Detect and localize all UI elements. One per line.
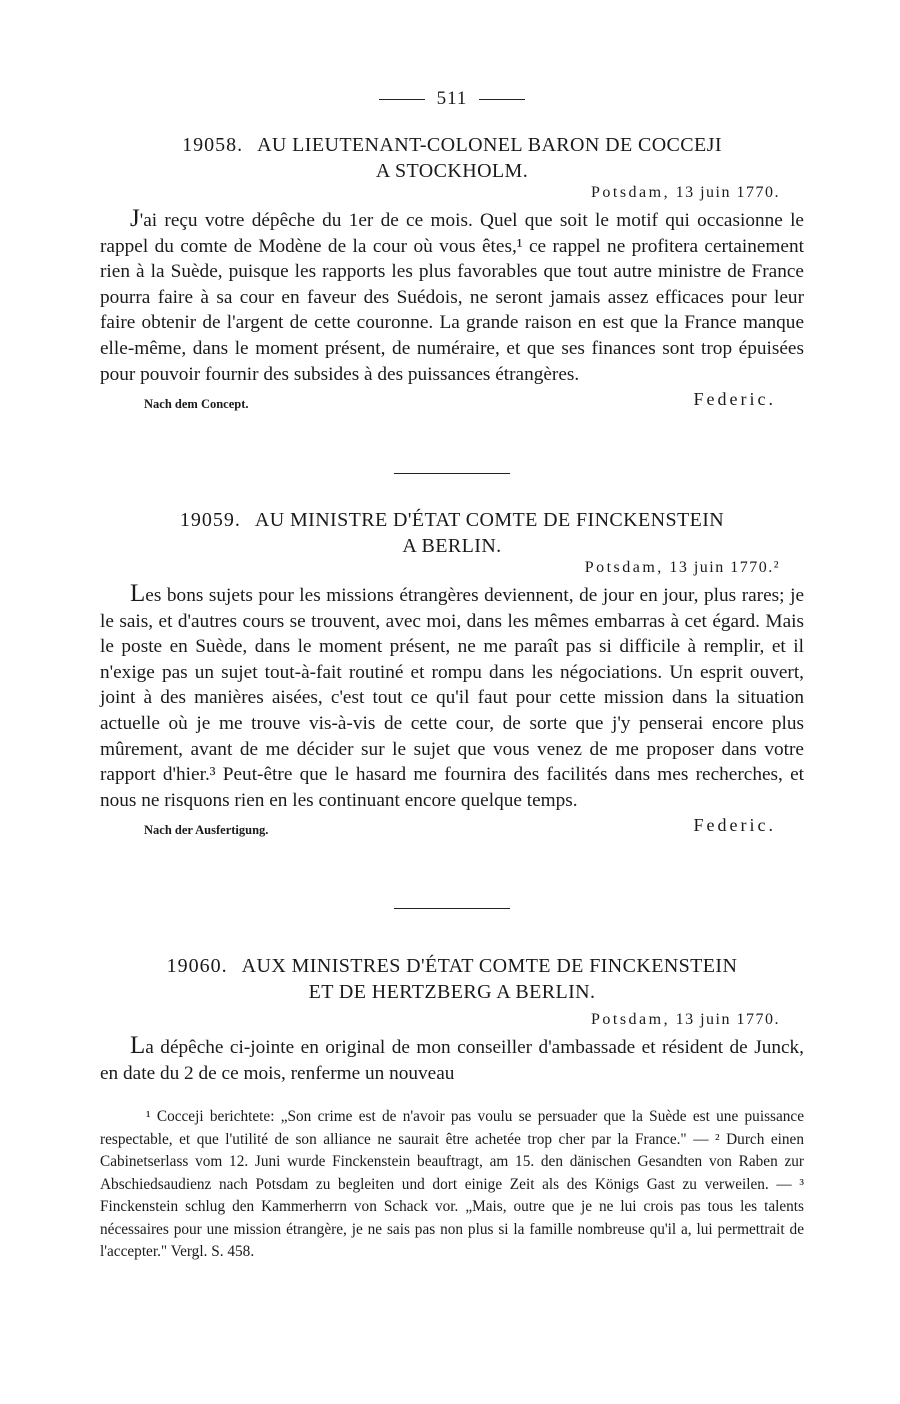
footnotes-text: ¹ Cocceji berichtete: „Son crime est de n'avoir pas voulu se persuader que la Suède est une puissance respectable, et que l'utilité de son alliance ne saurait être achetée trop cher par la France." — ² Durch einen Cabinetserlass vom 12. Juni wurde Finckenstein beauftragt, am 15. den dänischen Gesandten von Raben zur Abschiedsaudienz nach Potsdam zu begleiten und dort einige Zeit als des Königs Gast zu verweilen. — ³ Finckenstein schlug den Kammerherrn von Schack vor. „Mais, outre que je ne lui crois pas tous les talents nécessaires pour une mission étrangère, je ne sais pas non plus si la famille nombreuse qu'il a, lui permettrait de l'accepter." Vergl. S. 458. bbox=[100, 1108, 804, 1260]
letter-title-line-1: AUX MINISTRES D'ÉTAT COMTE DE FINCKENSTEIN bbox=[241, 955, 738, 977]
signature: Federic. bbox=[693, 815, 776, 836]
header-dash-right bbox=[479, 99, 525, 100]
letter-text: a dépêche ci-jointe en original de mon conseiller d'ambassade et résident de Junck, en date du 2 de ce mois, renferme un nouveau bbox=[100, 1037, 804, 1084]
letter-title-line-2: ET DE HERTZBERG A BERLIN. bbox=[308, 981, 596, 1003]
letter-19060 bbox=[100, 953, 804, 1086]
section-divider bbox=[394, 908, 510, 909]
page bbox=[100, 0, 804, 1404]
dateline-date: 13 juin 1770.² bbox=[669, 559, 780, 576]
letter-heading bbox=[100, 953, 804, 1005]
letter-text: 'ai reçu votre dépêche du 1er de ce mois. Quel que soit le motif qui occasionne le rappel du comte de Modène de la cour où vous êtes,¹ ce rappel ne profitera certainement rien à la Suède, puisque les rapports les plus favorables que tout autre ministre de France pourra faire à sa cour en faveur des Suédois, ne seront jamais assez efficaces pour leur faire obtenir de l'argent de cette couronne. La grande raison en est que la France manque elle-même, dans le moment présent, de numéraire, et que ses finances sont trop épuisées pour pouvoir fournir des subsides à des puissances étrangères. bbox=[100, 210, 804, 385]
source-note: Nach dem Concept. bbox=[144, 397, 249, 412]
letter-body bbox=[100, 206, 804, 387]
section-divider bbox=[394, 473, 510, 474]
letter-number: 19059. bbox=[179, 509, 241, 531]
heading-line-1 bbox=[100, 132, 804, 158]
footnotes bbox=[100, 1106, 804, 1264]
source-note: Nach der Ausfertigung. bbox=[144, 823, 269, 838]
letter-19058 bbox=[100, 132, 804, 413]
initial-letter: L bbox=[130, 580, 146, 607]
letter-19059 bbox=[100, 507, 804, 839]
initial-letter: L bbox=[130, 1032, 146, 1059]
letter-number: 19058. bbox=[182, 134, 244, 156]
letter-heading bbox=[100, 132, 804, 184]
letter-number: 19060. bbox=[166, 955, 228, 977]
dateline bbox=[100, 182, 804, 204]
dateline-date: 13 juin 1770. bbox=[675, 1011, 780, 1028]
signature: Federic. bbox=[693, 389, 776, 410]
letter-title-line-2: A BERLIN. bbox=[402, 535, 502, 557]
dateline bbox=[100, 1009, 804, 1031]
letter-footer bbox=[100, 817, 804, 839]
page-number: 511 bbox=[436, 88, 468, 109]
letter-footer bbox=[100, 391, 804, 413]
heading-line-1 bbox=[100, 953, 804, 979]
header-dash-left bbox=[379, 99, 425, 100]
dateline-place: Potsdam, bbox=[590, 1011, 671, 1028]
page-number-header bbox=[100, 88, 804, 110]
dateline bbox=[100, 557, 804, 579]
letter-title-line-1: AU MINISTRE D'ÉTAT COMTE DE FINCKENSTEIN bbox=[254, 509, 725, 531]
letter-title-line-1: AU LIEUTENANT-COLONEL BARON DE COCCEJI bbox=[257, 134, 722, 156]
heading-line-1 bbox=[100, 507, 804, 533]
dateline-date: 13 juin 1770. bbox=[675, 184, 780, 201]
letter-body bbox=[100, 1033, 804, 1086]
letter-heading bbox=[100, 507, 804, 559]
letter-title-line-2: A STOCKHOLM. bbox=[375, 160, 529, 182]
letter-text: es bons sujets pour les missions étrangères deviennent, de jour en jour, plus rares; je le sais, et d'autres cours se trouvent, avec moi, dans les mêmes embarras à cet égard. Mais le poste en Suède, dans le moment présent, ne me paraît pas si difficile à remplir, et il n'exige pas un sujet tout-à-fait routiné et rompu dans les négociations. Un esprit ouvert, joint à des manières aisées, c'est tout ce qu'il faut pour cette mission dans la situation actuelle où je me trouve vis-à-vis de cette cour, de sorte que j'y penserai encore plus mûrement, avant de me décider sur le sujet que vous venez de me proposer dans votre rapport d'hier.³ Peut-être que le hasard me fournira des facilités dans mes recherches, et nous ne risquons rien en les continuant encore quelque temps. bbox=[100, 585, 804, 811]
initial-letter: J bbox=[130, 205, 140, 232]
dateline-place: Potsdam, bbox=[584, 559, 664, 576]
letter-body bbox=[100, 581, 804, 813]
dateline-place: Potsdam, bbox=[590, 184, 671, 201]
